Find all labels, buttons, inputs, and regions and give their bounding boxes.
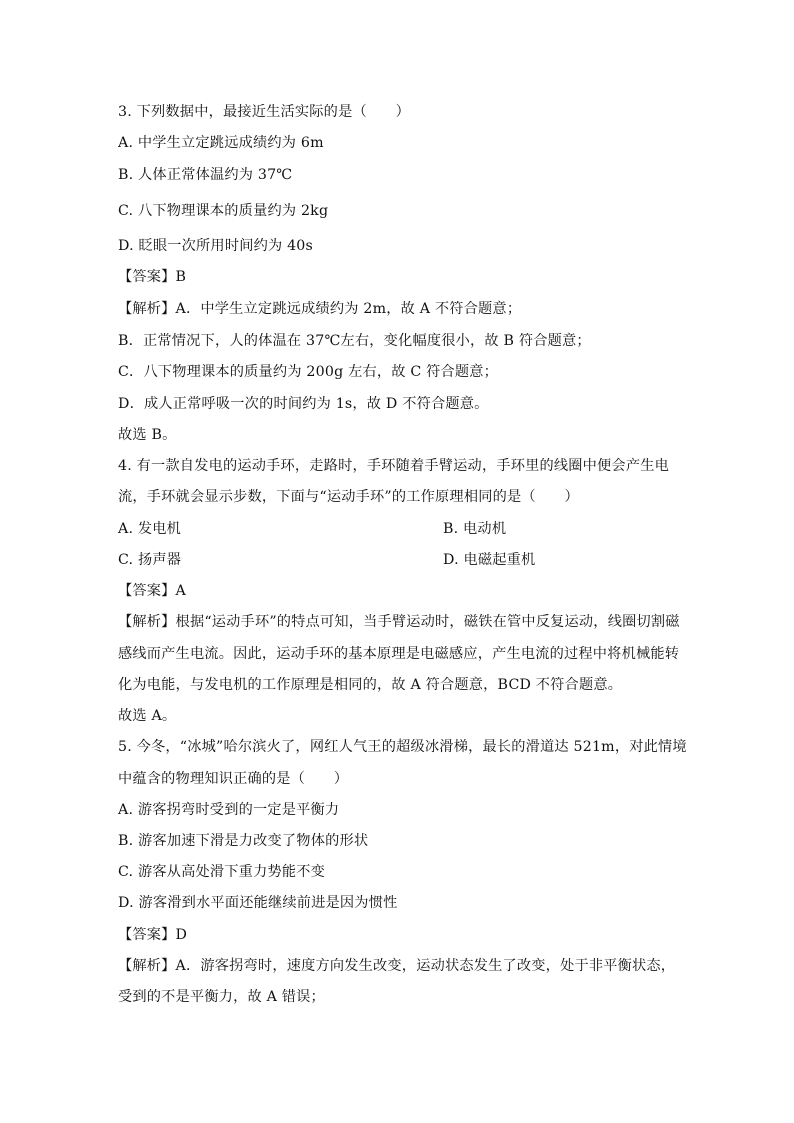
- q5-analysis-line-1: 【解析】A．游客拐弯时，速度方向发生改变，运动状态发生了改变，处于非平衡状态，: [118, 958, 676, 974]
- q5-option-b: B. 游客加速下滑是力改变了物体的形状: [118, 833, 369, 849]
- q4-analysis-line-2: 感线而产生电流。因此，运动手环的基本原理是电磁感应，产生电流的过程中将机械能转: [118, 646, 680, 662]
- q5-option-d: D. 游客滑到水平面还能继续前进是因为惯性: [118, 895, 398, 911]
- q3-option-c: C. 八下物理课本的质量约为 2kg: [118, 203, 329, 219]
- q4-answer: 【答案】A: [118, 583, 186, 599]
- q5-option-a: A. 游客拐弯时受到的一定是平衡力: [118, 802, 340, 818]
- q3-option-b: B. 人体正常体温约为 37℃: [118, 167, 293, 183]
- q3-analysis-line-4: D．成人正常呼吸一次的时间约为 1s，故 D 不符合题意。: [118, 396, 489, 412]
- q3-analysis-line-1: 【解析】A．中学生立定跳远成绩约为 2m，故 A 不符合题意；: [118, 301, 522, 317]
- q5-stem-line-1: 5. 今冬，“冰城”哈尔滨火了，网红人气王的超级冰滑梯，最长的滑道达 521m，对此情境: [118, 739, 687, 755]
- q3-option-d: D. 眨眼一次所用时间约为 40s: [118, 238, 314, 254]
- q4-option-c: C. 扬声器: [118, 552, 182, 568]
- q5-stem-line-2: 中蕴含的物理知识正确的是（ ）: [118, 771, 349, 787]
- q5-option-c: C. 游客从高处滑下重力势能不变: [118, 864, 326, 880]
- q4-option-b: B. 电动机: [443, 521, 507, 537]
- q4-stem-line-2: 流，手环就会显示步数，下面与“运动手环”的工作原理相同的是（ ）: [118, 489, 579, 505]
- q4-option-d: D. 电磁起重机: [443, 552, 536, 568]
- q3-option-a: A. 中学生立定跳远成绩约为 6m: [118, 135, 324, 151]
- q4-analysis-line-3: 化为电能，与发电机的工作原理是相同的，故 A 符合题意，BCD 不符合题意。: [118, 677, 623, 693]
- q4-option-a: A. 发电机: [118, 521, 182, 537]
- q5-answer: 【答案】D: [118, 927, 188, 943]
- q3-analysis-line-5: 故选 B。: [118, 427, 177, 443]
- q5-analysis-line-2: 受到的不是平衡力，故 A 错误；: [118, 989, 325, 1005]
- q4-analysis-line-1: 【解析】根据“运动手环”的特点可知，当手臂运动时，磁铁在管中反复运动，线圈切割磁: [118, 614, 680, 630]
- q4-stem-line-1: 4. 有一款自发电的运动手环，走路时，手环随着手臂运动，手环里的线圈中便会产生电: [118, 458, 669, 474]
- q3-stem: 3. 下列数据中，最接近生活实际的是（ ）: [118, 104, 411, 120]
- q3-analysis-line-2: B．正常情况下，人的体温在 37℃左右，变化幅度很小，故 B 符合题意；: [118, 333, 591, 349]
- q3-answer: 【答案】B: [118, 269, 187, 285]
- q3-analysis-line-3: C．八下物理课本的质量约为 200g 左右，故 C 符合题意；: [118, 364, 499, 380]
- q4-analysis-line-4: 故选 A。: [118, 708, 177, 724]
